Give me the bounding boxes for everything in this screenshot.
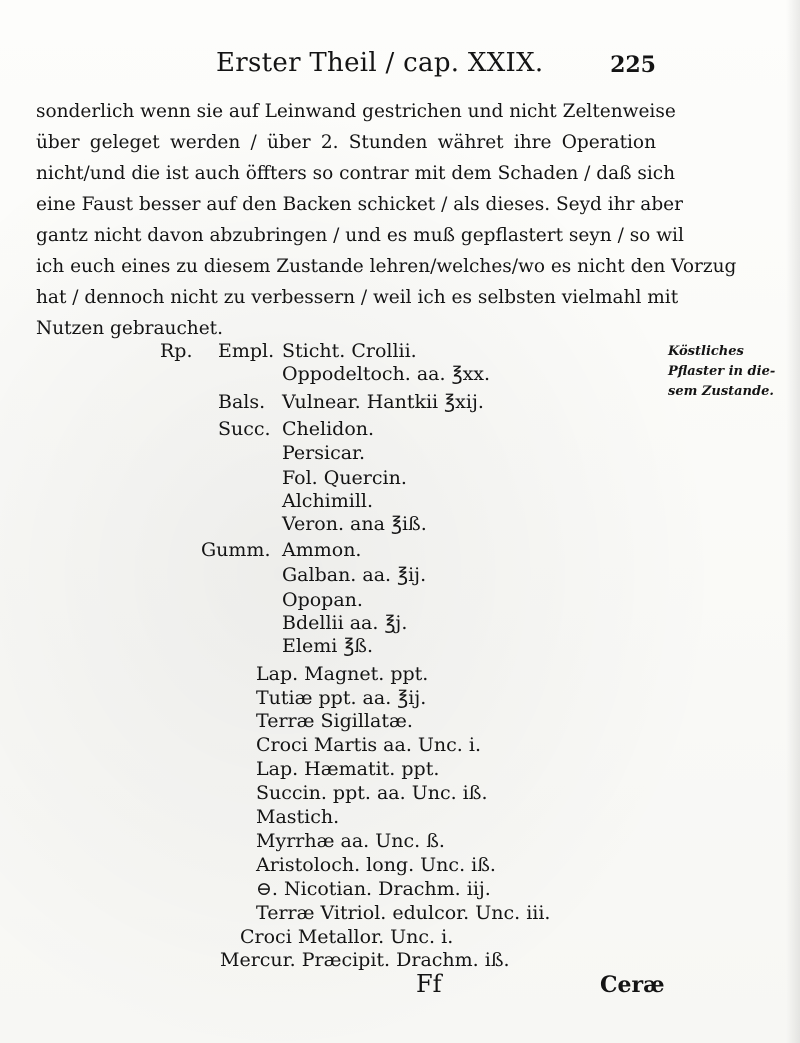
recipe-ingredient: Myrrhæ aa. Unc. ß. <box>256 830 445 852</box>
recipe-ingredient: Alchimill. <box>282 490 374 512</box>
recipe-prefix: Rp. <box>160 340 193 362</box>
recipe-prefix: Bals. <box>218 391 266 413</box>
body-line: nicht/und die ist auch öffters so contrar mit dem Schaden / daß sich <box>36 163 676 184</box>
body-line: eine Faust besser auf den Backen schicket / als dieses. Seyd ihr aber <box>36 194 683 215</box>
recipe-ingredient: Galban. aa. ℥ij. <box>282 564 427 586</box>
running-head: Erster Theil / cap. XXIX. <box>216 48 544 78</box>
marginal-note-line: sem Zustande. <box>668 384 774 399</box>
recipe-ingredient: Oppodeltoch. aa. ℥xx. <box>282 363 491 385</box>
recipe-ingredient: Lap. Magnet. ppt. <box>256 663 429 685</box>
body-line: ich euch eines zu diesem Zustande lehren/welches/wo es nicht den Vorzug <box>36 256 737 277</box>
recipe-ingredient: Chelidon. <box>282 418 375 440</box>
page-number: 225 <box>610 52 656 78</box>
recipe-ingredient: ⊖. Nicotian. Drachm. iij. <box>256 878 491 900</box>
recipe-ingredient: Mastich. <box>256 806 340 828</box>
marginal-note <box>668 342 778 402</box>
recipe-prefix: Gumm. <box>201 539 271 561</box>
recipe-ingredient: Croci Metallor. Unc. i. <box>240 926 454 948</box>
recipe-ingredient: Croci Martis aa. Unc. i. <box>256 734 482 756</box>
recipe-ingredient: Mercur. Præcipit. Drachm. iß. <box>220 949 510 971</box>
marginal-note-line: Pflaster in die- <box>668 364 776 379</box>
recipe-ingredient: Elemi ℥ß. <box>282 635 374 657</box>
recipe-ingredient: Lap. Hæmatit. ppt. <box>256 758 440 780</box>
signature-mark: Ff <box>416 970 442 998</box>
recipe-ingredient: Aristoloch. long. Unc. iß. <box>256 854 496 876</box>
page-header <box>36 46 656 86</box>
recipe-ingredient: Fol. Quercin. <box>282 467 407 489</box>
body-line: über geleget werden / über 2. Stunden währet ihre Operation <box>36 132 656 153</box>
recipe-ingredient: Ammon. <box>282 539 362 561</box>
recipe-ingredient: Succin. ppt. aa. Unc. iß. <box>256 782 488 804</box>
recipe-ingredient: Persicar. <box>282 442 366 464</box>
recipe-ingredient: Vulnear. Hantkii ℥xij. <box>282 391 484 413</box>
recipe-ingredient: Sticht. Crollii. <box>282 340 417 362</box>
page-edge-shadow <box>786 0 800 1043</box>
recipe-ingredient: Tutiæ ppt. aa. ℥ij. <box>256 687 427 709</box>
recipe-ingredient: Opopan. <box>282 589 363 611</box>
recipe-prefix: Succ. <box>218 418 271 440</box>
body-line: gantz nicht davon abzubringen / und es muß gepflastert seyn / so wil <box>36 225 684 246</box>
body-line: hat / dennoch nicht zu verbessern / weil ich es selbsten vielmahl mit <box>36 287 679 308</box>
recipe-ingredient: Terræ Vitriol. edulcor. Unc. iii. <box>256 902 551 924</box>
recipe-prefix: Empl. <box>218 340 275 362</box>
body-line: sonderlich wenn sie auf Leinwand gestrichen und nicht Zeltenweise <box>36 101 676 122</box>
body-line: Nutzen gebrauchet. <box>36 318 223 339</box>
marginal-note-line: Köstliches <box>668 344 744 359</box>
recipe-ingredient: Veron. ana ℥iß. <box>282 513 427 535</box>
catchword: Ceræ <box>600 972 665 998</box>
recipe-ingredient: Bdellii aa. ℥j. <box>282 612 408 634</box>
body-paragraph <box>36 96 737 344</box>
recipe-ingredient: Terræ Sigillatæ. <box>256 710 413 732</box>
